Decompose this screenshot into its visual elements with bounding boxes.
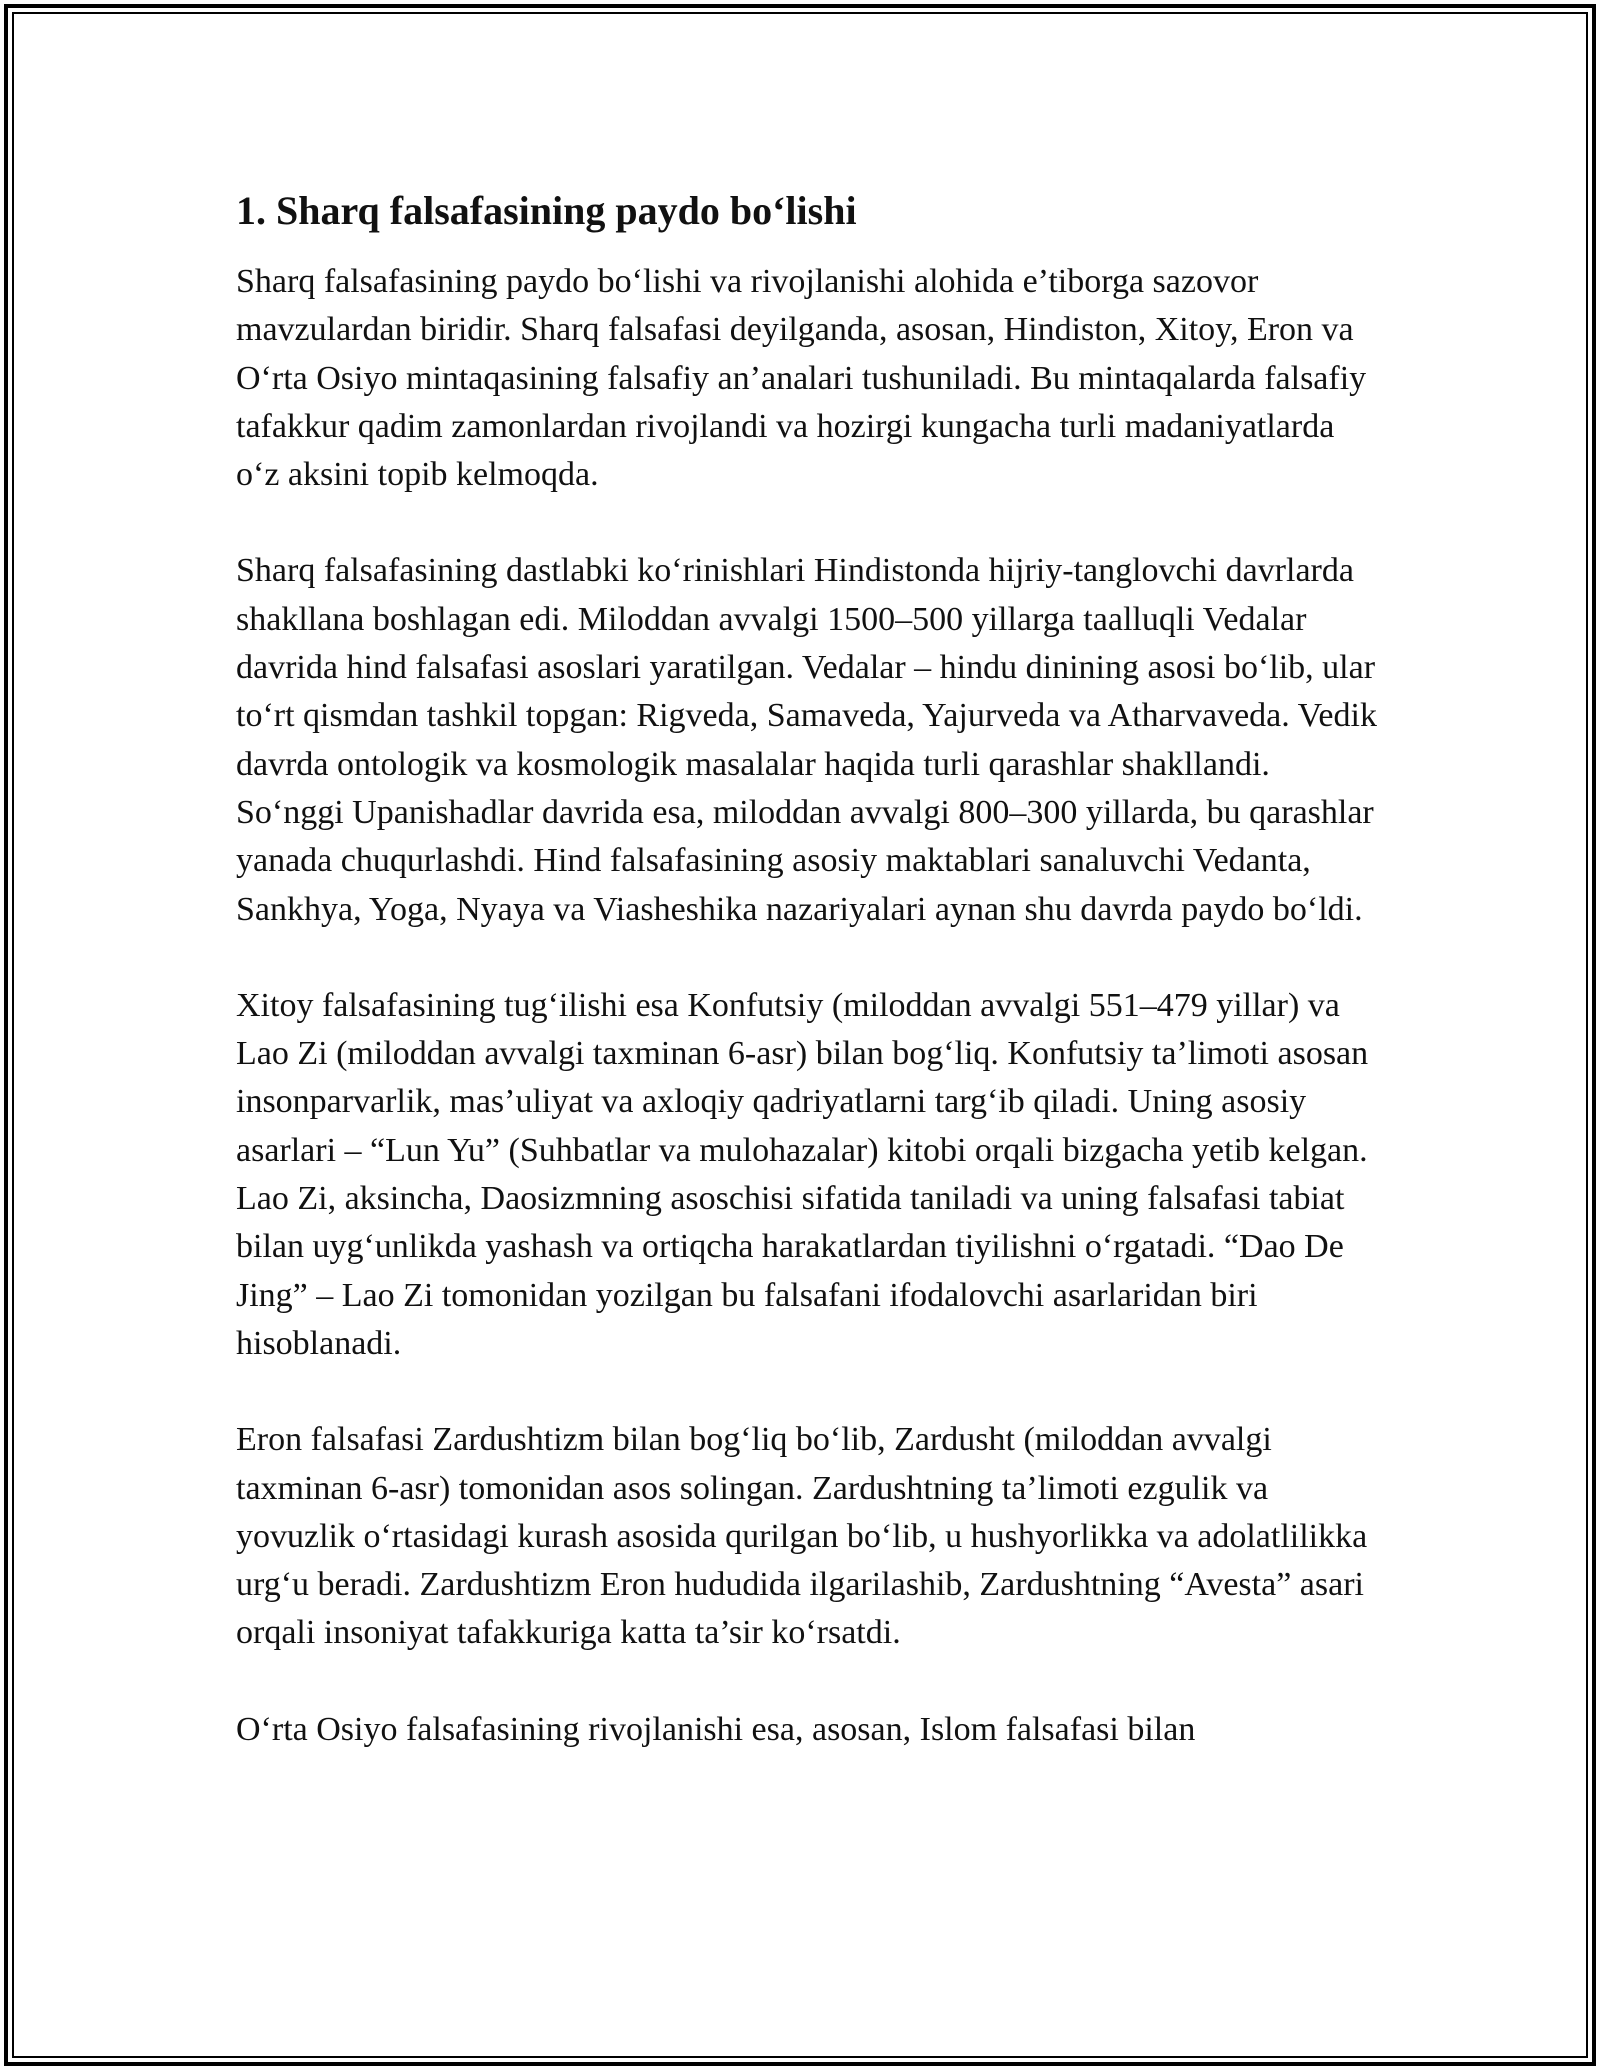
- document-body: [236, 186, 1386, 1802]
- paragraph-intro: Sharq falsafasining paydo bo‘lishi va rivojlanishi alohida e’tiborga sazovor mavzulardan biridir. Sharq falsafasi deyilganda, asosan, Hindiston, Xitoy, Eron va O‘rta Osiyo mintaqasining falsafiy an’analari tushuniladi. Bu mintaqalarda falsafiy tafakkur qadim zamonlardan rivojlandi va hozirgi kungacha turli madaniyatlarda o‘z aksini topib kelmoqda.: [236, 263, 1367, 494]
- paragraph-central-asia: O‘rta Osiyo falsafasining rivojlanishi esa, asosan, Islom falsafasi bilan: [236, 1710, 1196, 1748]
- paragraph-india: Sharq falsafasining dastlabki ko‘rinishlari Hindistonda hijriy-tanglovchi davrlarda shakllana boshlagan edi. Miloddan avvalgi 1500–500 yillarga taalluqli Vedalar davrida hind falsafasi asoslari yaratilgan. Vedalar – hindu dinining asosi bo‘lib, ular to‘rt qismdan tashkil topgan: Rigveda, Samaveda, Yajurveda va Atharvaveda. Vedik davrda ontologik va kosmologik masalalar haqida turli qarashlar shakllandi. So‘nggi Upanishadlar davrida esa, miloddan avvalgi 800–300 yillarda, bu qarashlar yanada chuqurlashdi. Hind falsafasining asosiy maktablari sanaluvchi Vedanta, Sankhya, Yoga, Nyaya va Viasheshika nazariyalari aynan shu davrda paydo bo‘ldi.: [236, 552, 1377, 928]
- paragraph-china: Xitoy falsafasining tug‘ilishi esa Konfutsiy (miloddan avvalgi 551–479 yillar) va Lao Zi (miloddan avvalgi taxminan 6-asr) bilan bog‘liq. Konfutsiy ta’limoti asosan insonparvarlik, mas’uliyat va axloqiy qadriyatlarni targ‘ib qiladi. Uning asosiy asarlari – “Lun Yu” (Suhbatlar va mulohazalar) kitobi orqali bizgacha yetib kelgan. Lao Zi, aksincha, Daosizmning asoschisi sifatida taniladi va uning falsafasi tabiat bilan uyg‘unlikda yashash va ortiqcha harakatlardan tiyilishni o‘rgatadi. “Dao De Jing” – Lao Zi tomonidan yozilgan bu falsafani ifodalovchi asarlaridan biri hisoblanadi.: [236, 986, 1369, 1362]
- paragraph-iran: Eron falsafasi Zardushtizm bilan bog‘liq bo‘lib, Zardusht (miloddan avvalgi taxminan 6-asr) tomonidan asos solingan. Zardushtning ta’limoti ezgulik va yovuzlik o‘rtasidagi kurash asosida qurilgan bo‘lib, u hushyorlikka va adolatlilikka urg‘u beradi. Zardushtizm Eron hududida ilgarilashib, Zardushtning “Avesta” asari orqali insoniyat tafakkuriga katta ta’sir ko‘rsatdi.: [236, 1421, 1368, 1652]
- section-heading: 1. Sharq falsafasining paydo bo‘lishi: [236, 188, 857, 233]
